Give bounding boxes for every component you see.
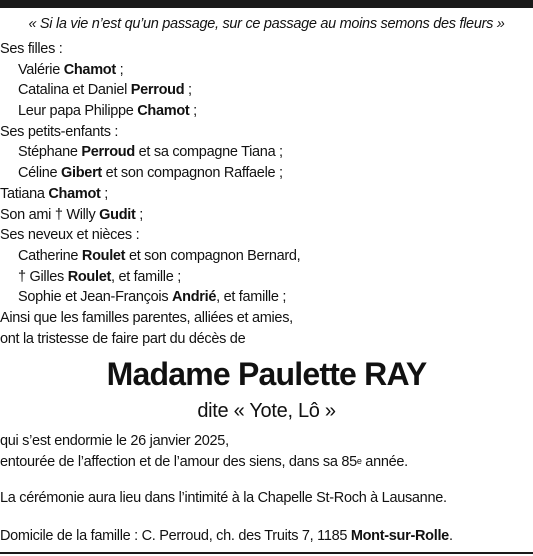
top-rule bbox=[0, 0, 533, 8]
family-surname: Roulet bbox=[67, 268, 111, 285]
family-line-text: ont la tristesse de faire part du décès de bbox=[0, 330, 246, 347]
family-surname: Gudit bbox=[99, 206, 136, 223]
family-line-text: Son ami † Willy bbox=[0, 206, 100, 223]
epigraph-quote: « Si la vie n’est qu’un passage, sur ce passage au moins semons des fleurs » bbox=[28, 16, 505, 32]
family-surname: Gibert bbox=[61, 165, 102, 182]
family-line-text: Ses filles : bbox=[0, 41, 63, 57]
family-line bbox=[0, 184, 533, 205]
deceased-name: Madame Paulette RAY bbox=[106, 356, 427, 392]
address-text: Domicile de la famille : C. Perroud, ch. des Truits 7, 1185 bbox=[0, 528, 351, 544]
family-line bbox=[0, 163, 533, 184]
family-line bbox=[0, 39, 533, 60]
family-line-text: ; bbox=[189, 103, 197, 120]
family-line bbox=[0, 225, 533, 246]
ordinal-suffix: e bbox=[356, 455, 362, 466]
family-surname: Andrié bbox=[172, 289, 217, 306]
address-end: . bbox=[448, 528, 453, 544]
family-line-text: et sa compagne Tiana ; bbox=[134, 144, 283, 161]
family-surname: Perroud bbox=[130, 82, 185, 99]
family-line bbox=[0, 205, 533, 226]
family-line-text: † Gilles bbox=[18, 268, 68, 285]
family-line-text: Tatiana bbox=[0, 185, 49, 202]
family-surname: Chamot bbox=[137, 103, 190, 120]
family-surname: Chamot bbox=[63, 61, 116, 78]
family-line bbox=[0, 287, 533, 308]
family-line-text: Ses petits-enfants : bbox=[0, 123, 119, 140]
family-line-text: ; bbox=[100, 185, 109, 202]
family-line-text: et son compagnon Raffaele ; bbox=[101, 165, 283, 182]
family-line bbox=[0, 101, 533, 122]
bottom-rule bbox=[0, 552, 533, 554]
ceremony-text: La cérémonie aura lieu dans l’intimité à la Chapelle St-Roch à Lausanne. bbox=[0, 490, 447, 506]
family-line-text: Ses neveux et nièces : bbox=[0, 227, 140, 244]
family-line-text: ; bbox=[115, 61, 124, 78]
death-line-2-text: entourée de l’affection et de l’amour des siens, dans sa 85 bbox=[0, 453, 357, 470]
address-locality: Mont-sur-Rolle bbox=[350, 528, 449, 544]
family-line bbox=[0, 267, 533, 288]
family-line-text: et son compagnon Bernard, bbox=[125, 247, 301, 264]
family-line-text: Céline bbox=[18, 165, 62, 182]
family-line-text: Stéphane bbox=[18, 144, 82, 161]
death-line-1: qui s’est endormie le 26 janvier 2025, bbox=[0, 433, 229, 449]
family-line bbox=[0, 329, 533, 350]
deceased-nickname: dite « Yote, Lô » bbox=[197, 400, 336, 422]
family-line bbox=[0, 60, 533, 81]
family-line-text: Leur papa Philippe bbox=[18, 103, 138, 120]
family-line bbox=[0, 122, 533, 143]
family-line bbox=[0, 308, 533, 329]
family-line-text: , et famille ; bbox=[111, 268, 181, 285]
family-line bbox=[0, 80, 533, 101]
family-surname: Chamot bbox=[48, 185, 101, 202]
family-surname: Roulet bbox=[81, 247, 126, 264]
family-line-text: ; bbox=[135, 206, 143, 223]
family-line-text: , et famille ; bbox=[216, 289, 287, 306]
death-line-2 bbox=[0, 452, 533, 473]
family-line-text: Catalina et Daniel bbox=[18, 82, 131, 99]
family-line-text: ; bbox=[184, 82, 192, 99]
death-paragraph bbox=[0, 431, 533, 472]
family-line-text: Valérie bbox=[18, 61, 64, 78]
family-line bbox=[0, 142, 533, 163]
family-list bbox=[0, 39, 533, 349]
family-line bbox=[0, 246, 533, 267]
family-surname: Perroud bbox=[81, 144, 135, 161]
family-line-text: Sophie et Jean-François bbox=[18, 289, 172, 306]
family-line-text: Catherine bbox=[18, 247, 82, 264]
death-line-2-end: année. bbox=[361, 453, 408, 470]
family-line-text: Ainsi que les familles parentes, alliées et amies, bbox=[0, 309, 293, 326]
address-line bbox=[0, 526, 533, 547]
